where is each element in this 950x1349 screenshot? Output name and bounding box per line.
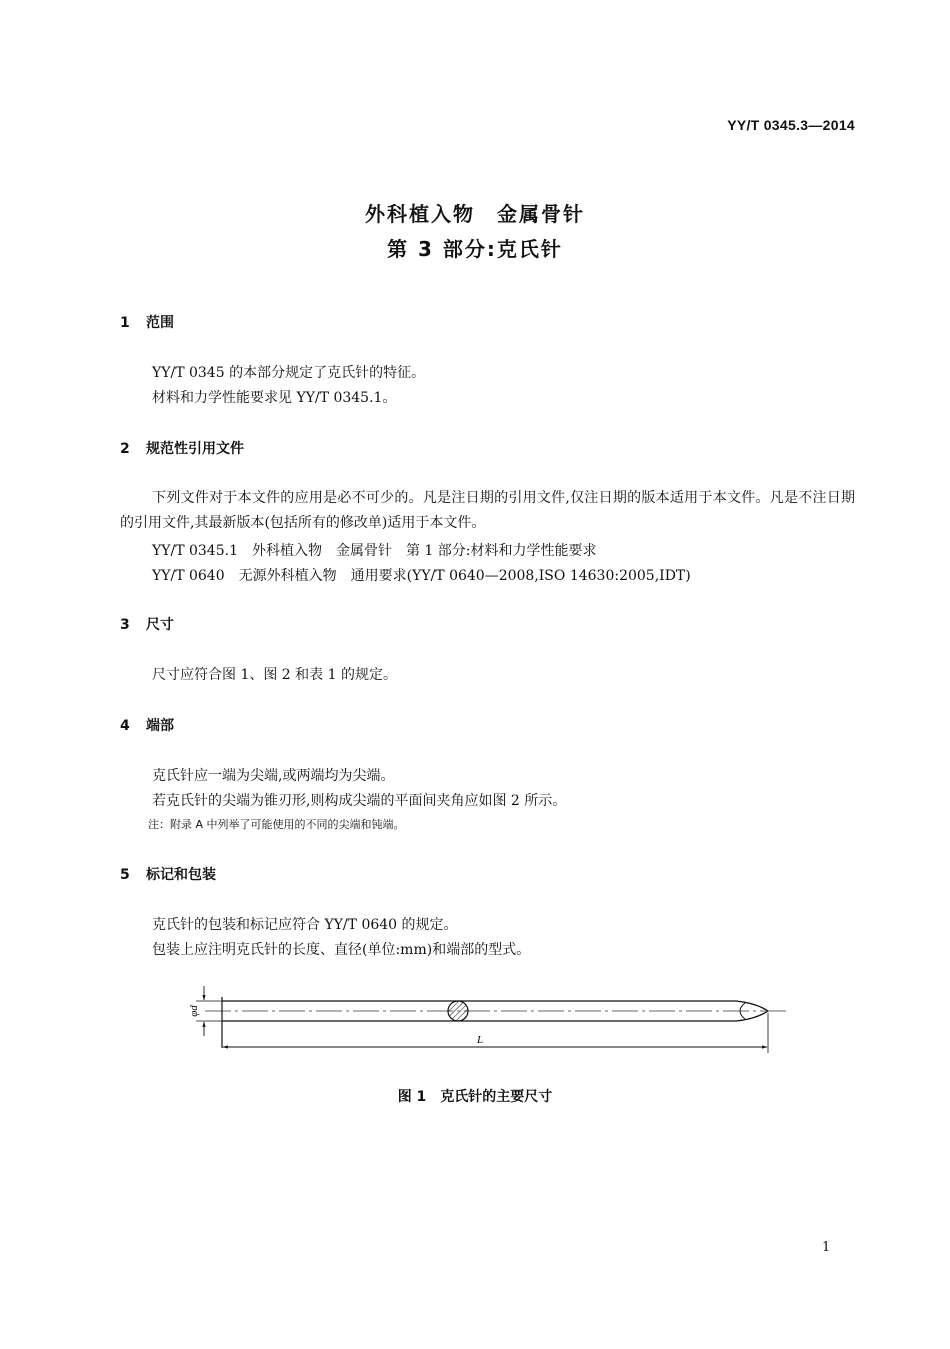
wire-body bbox=[222, 997, 768, 1048]
section-number: 4 bbox=[120, 718, 130, 734]
figure-caption bbox=[0, 1086, 950, 1106]
section-4-line-2: 若克氏针的尖端为锥刃形,则构成尖端的平面间夹角应如图 2 所示。 bbox=[152, 793, 567, 809]
page-number: 1 bbox=[822, 1240, 831, 1255]
section-title: 尺寸 bbox=[146, 617, 174, 633]
section-number: 1 bbox=[120, 315, 130, 331]
section-number: 5 bbox=[120, 867, 130, 883]
standard-id: YY/T 0345.3—2014 bbox=[727, 117, 855, 133]
section-5-line-2: 包装上应注明克氏针的长度、直径(单位:mm)和端部的型式。 bbox=[152, 942, 531, 958]
section-5-line-1: 克氏针的包装和标记应符合 YY/T 0640 的规定。 bbox=[152, 917, 458, 933]
diameter-label: φd bbox=[188, 1005, 200, 1017]
section-title: 标记和包装 bbox=[146, 867, 216, 883]
section-2-paragraph: 下列文件对于本文件的应用是必不可少的。凡是注日期的引用文件,仅注日期的版本适用于本文件。凡是不注日期的引用文件,其最新版本(包括所有的修改单)适用于本文件。 bbox=[120, 490, 855, 531]
section-1-line-1: YY/T 0345 的本部分规定了克氏针的特征。 bbox=[152, 365, 426, 381]
section-4-line-1: 克氏针应一端为尖端,或两端均为尖端。 bbox=[152, 768, 395, 784]
length-dimension bbox=[223, 1013, 768, 1053]
figure-title: 克氏针的主要尺寸 bbox=[440, 1089, 553, 1105]
section-number: 3 bbox=[120, 617, 130, 633]
figure-number: 图 1 bbox=[397, 1089, 427, 1105]
section-number: 2 bbox=[120, 441, 130, 457]
section-title: 规范性引用文件 bbox=[146, 441, 244, 457]
title-line-1: 外科植入物 金属骨针 bbox=[365, 202, 585, 226]
length-label: L bbox=[476, 1034, 484, 1046]
section-2-ref-1: YY/T 0345.1 外科植入物 金属骨针 第 1 部分:材料和力学性能要求 bbox=[152, 543, 597, 559]
section-2-ref-2: YY/T 0640 无源外科植入物 通用要求(YY/T 0640—2008,ISO 14630:2005,IDT) bbox=[152, 568, 691, 584]
section-3-line-1: 尺寸应符合图 1、图 2 和表 1 的规定。 bbox=[152, 667, 397, 683]
section-1-line-2: 材料和力学性能要求见 YY/T 0345.1。 bbox=[152, 390, 397, 406]
cross-section-circle bbox=[448, 1001, 468, 1021]
section-title: 端部 bbox=[146, 718, 174, 734]
section-4-note: 注：附录 A 中列举了可能使用的不同的尖端和钝端。 bbox=[148, 818, 405, 831]
title-line-2: 第 3 部分:克氏针 bbox=[387, 237, 563, 261]
section-title: 范围 bbox=[146, 315, 174, 331]
